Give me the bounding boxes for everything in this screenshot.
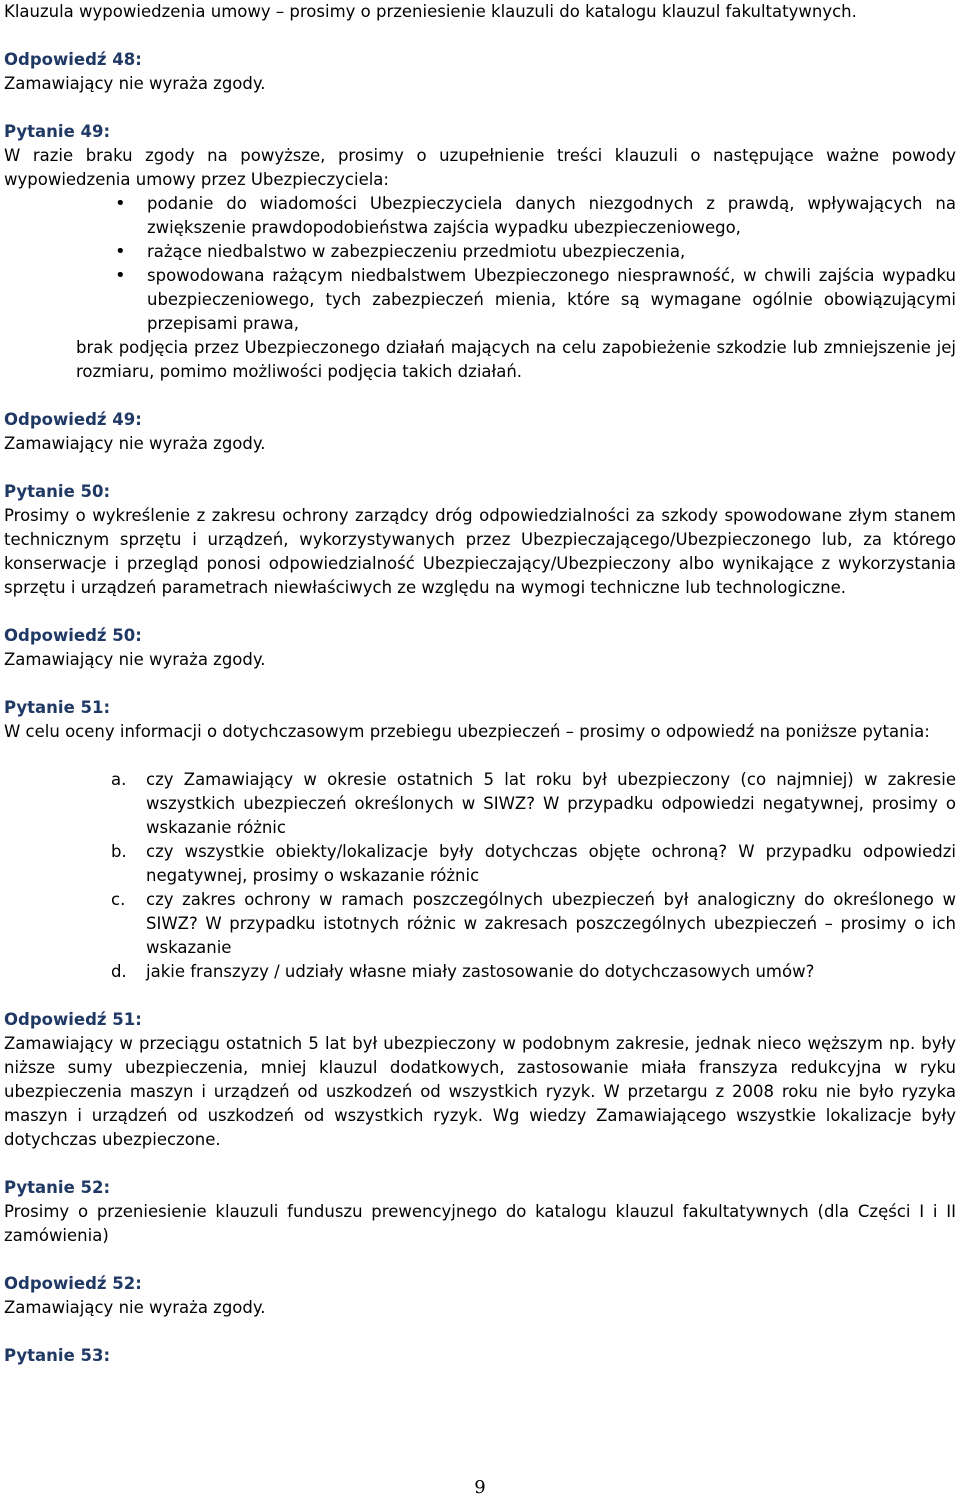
answer-51-heading: Odpowiedź 51: (4, 1010, 142, 1029)
question-51-heading: Pytanie 51: (4, 698, 111, 717)
list-item-text: czy zakres ochrony w ramach poszczególnych ubezpieczeń był analogiczny do określonego w SIWZ? W przypadku istotnych różnic w zakresach poszczególnych ubezpieczeń – prosimy o ich wskazanie (146, 890, 956, 957)
question-51-intro: W celu oceny informacji o dotychczasowym przebiegu ubezpieczeń – prosimy o odpowiedź na poniższe pytania: (4, 722, 930, 741)
list-marker: b. (111, 842, 127, 861)
document-page (4, 0, 956, 1368)
question-50-text: Prosimy o wykreślenie z zakresu ochrony zarządcy dróg odpowiedzialności za szkody spowodowane złym stanem technicznym sprzętu i urządzeń, wykorzystywanych przez Ubezpieczającego/Ubezpieczonego lub, za którego konserwacje i przegląd ponosi odpowiedzialność Ubezpieczający/Ubezpieczony albo wynikające z wykorzystania sprzętu i urządzeń parametrach niewłaściwych ze względu na wymogi techniczne lub technologiczne. (4, 506, 956, 597)
question-49-heading: Pytanie 49: (4, 122, 111, 141)
answer-51-text: Zamawiający w przeciągu ostatnich 5 lat był ubezpieczony w podobnym zakresie, jednak nieco węższym np. były niższe sumy ubezpieczenia, mniej klauzul dodatkowych, zastosowanie miała franszyza redukcyjna w ryku ubezpieczenia maszyn i urządzeń od uszkodzeń od wszystkich ryzyk. W przetargu z 2008 roku nie było ryzyka maszyn i urządzeń od uszkodzeń od wszystkich ryzyk. Wg wiedzy Zamawiającego wszystkie lokalizacje były dotychczas ubezpieczone. (4, 1034, 956, 1149)
answer-50-heading: Odpowiedź 50: (4, 626, 142, 645)
list-item (111, 840, 956, 888)
question-52-text: Prosimy o przeniesienie klauzuli funduszu prewencyjnego do katalogu klauzul fakultatywnych (dla Części I i II zamówienia) (4, 1202, 956, 1245)
clause-text: Klauzula wypowiedzenia umowy – prosimy o przeniesienie klauzuli do katalogu klauzul fakultatywnych. (4, 2, 857, 21)
answer-52-text: Zamawiający nie wyraża zgody. (4, 1298, 266, 1317)
answer-52-heading: Odpowiedź 52: (4, 1274, 142, 1293)
question-51-list (4, 768, 956, 984)
list-item-text: czy Zamawiający w okresie ostatnich 5 lat roku był ubezpieczony (co najmniej) w zakresie wszystkich ubezpieczeń określonych w SIWZ? W przypadku odpowiedzi negatywnej, prosimy o wskazanie różnic (146, 770, 956, 837)
question-49-bullet-list (4, 192, 956, 336)
answer-48-text: Zamawiający nie wyraża zgody. (4, 74, 266, 93)
bullet-item: • rażące niedbalstwo w zabezpieczeniu przedmiotu ubezpieczenia, (147, 240, 956, 264)
list-marker: d. (111, 962, 127, 981)
answer-49-text: Zamawiający nie wyraża zgody. (4, 434, 266, 453)
list-marker: a. (111, 770, 127, 789)
question-49-intro: W razie braku zgody na powyższe, prosimy o uzupełnienie treści klauzuli o następujące ważne powody wypowiedzenia umowy przez Ubezpieczyciela: (4, 146, 956, 189)
bullet-item: • spowodowana rażącym niedbalstwem Ubezpieczonego niesprawność, w chwili zajścia wypadku ubezpieczeniowego, tych zabezpieczeń mienia, które są wymagane ogólnie obowiązującymi przepisami prawa, (147, 264, 956, 336)
list-item (111, 888, 956, 960)
answer-48-heading: Odpowiedź 48: (4, 50, 142, 69)
list-item (111, 960, 956, 984)
list-marker: c. (111, 890, 126, 909)
question-50-heading: Pytanie 50: (4, 482, 111, 501)
question-53-heading: Pytanie 53: (4, 1346, 111, 1365)
answer-50-text: Zamawiający nie wyraża zgody. (4, 650, 266, 669)
list-item-text: jakie franszyzy / udziały własne miały zastosowanie do dotychczasowych umów? (146, 962, 815, 981)
list-item-text: czy wszystkie obiekty/lokalizacje były dotychczas objęte ochroną? W przypadku odpowiedzi negatywnej, prosimy o wskazanie różnic (146, 842, 956, 885)
answer-49-heading: Odpowiedź 49: (4, 410, 142, 429)
bullet-item: • podanie do wiadomości Ubezpieczyciela danych niezgodnych z prawdą, wpływających na zwiększenie prawdopodobieństwa zajścia wypadku ubezpieczeniowego, (147, 192, 956, 240)
question-49-tail: brak podjęcia przez Ubezpieczonego działań mających na celu zapobieżenie szkodzie lub zmniejszenie jej rozmiaru, pomimo możliwości podjęcia takich działań. (76, 338, 956, 381)
page-number: 9 (474, 1477, 486, 1498)
question-52-heading: Pytanie 52: (4, 1178, 111, 1197)
list-item (111, 768, 956, 840)
